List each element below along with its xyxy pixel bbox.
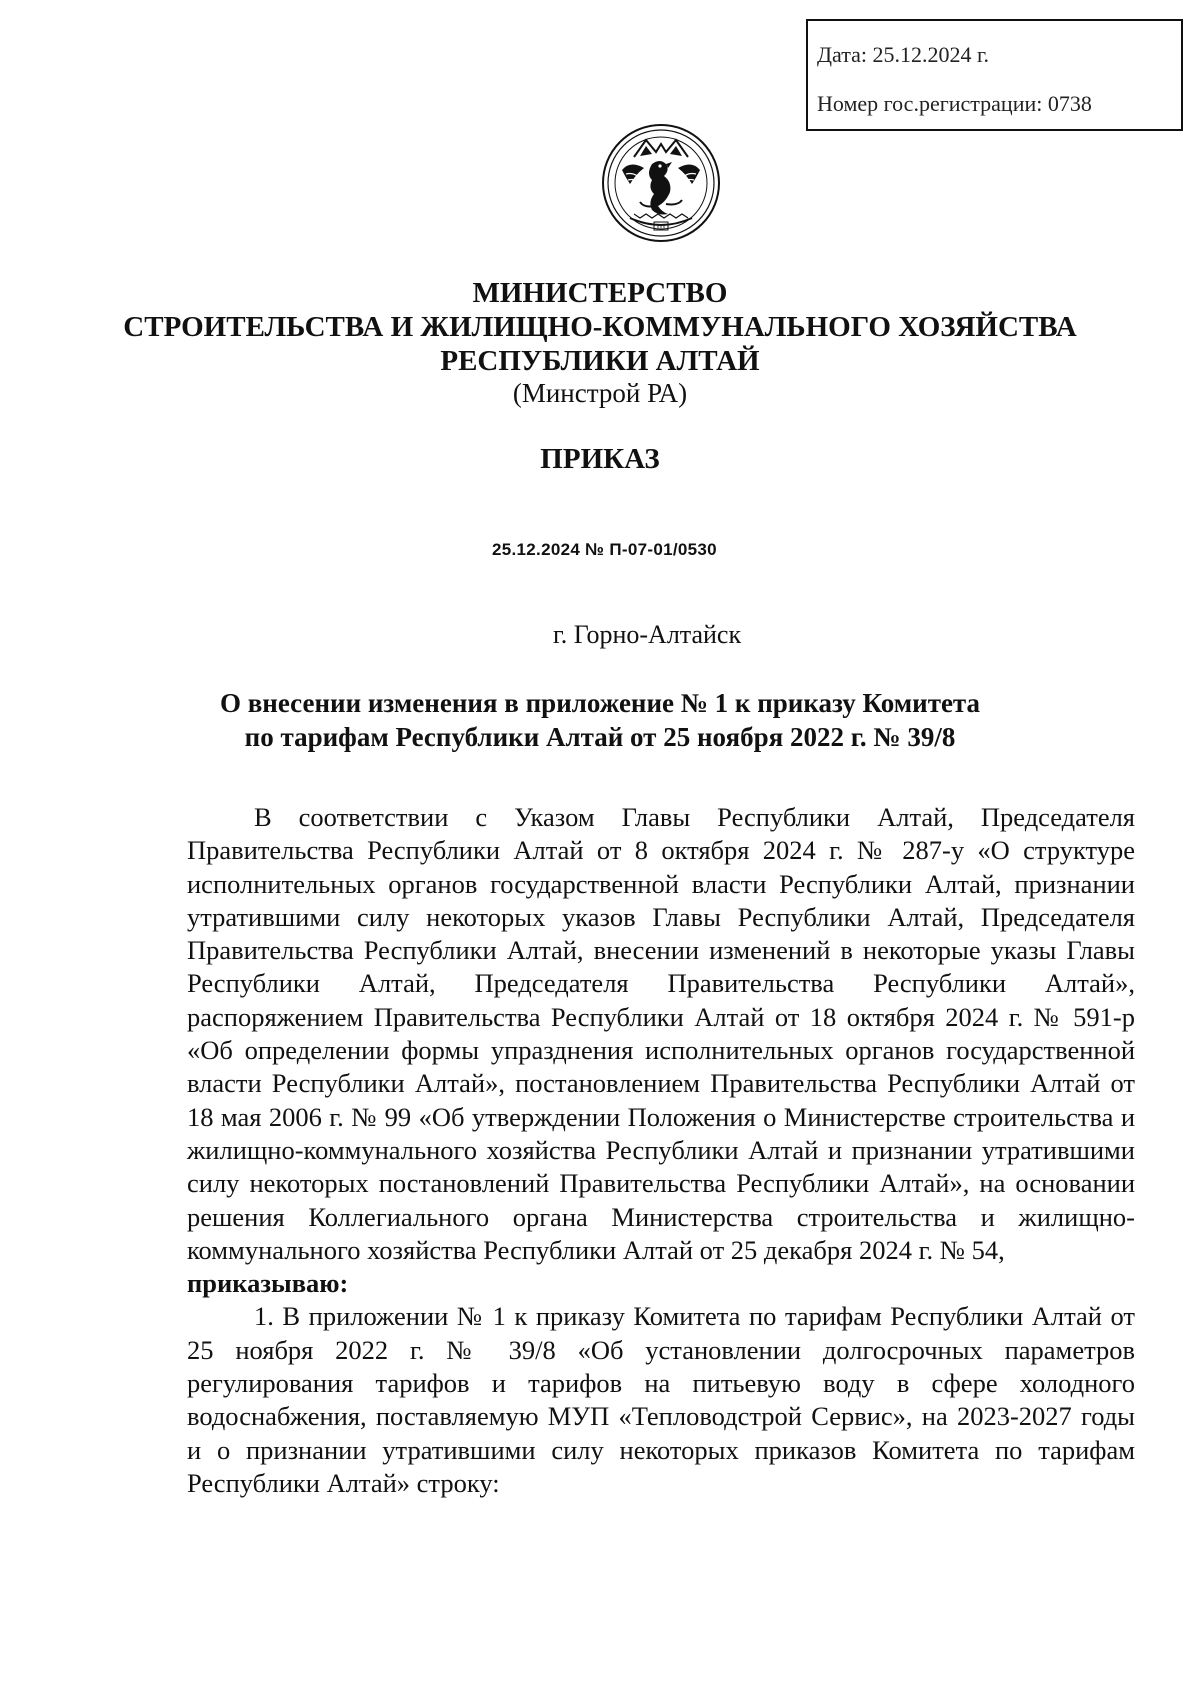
document-subject (0, 686, 1200, 754)
body-paragraph-item-1: 1. В приложении № 1 к приказу Комитета по тарифам Республики Алтай от 25 ноября 2022 г. № 39/8 «Об установлении долгосрочных параметров регулирования тарифов и тарифов на питьевую воду в сфере холодного водоснабжения, поставляемую МУП «Тепловодстрой Сервис», на 2023-2027 годы и о признании утратившими силу некоторых приказов Комитета по тарифам Республики Алтай» строку: (187, 1301, 1135, 1498)
ministry-short-name: (Минстрой РА) (512, 378, 688, 408)
registration-number (817, 91, 1092, 117)
registration-date-label: Дата: (817, 42, 867, 67)
document-city: г. Горно-Алтайск (553, 620, 742, 649)
registration-date (817, 42, 989, 68)
ministry-name (0, 276, 1200, 378)
document-subject-line-2: по тарифам Республики Алтай от 25 ноября 2022 г. № 39/8 (244, 722, 956, 752)
registration-stamp (806, 19, 1183, 131)
document-body (187, 801, 1135, 1500)
body-decree-word: приказываю: (187, 1268, 349, 1299)
registration-number-value: 0738 (1047, 91, 1092, 116)
altai-republic-emblem (600, 122, 722, 244)
body-paragraph-basis: В соответствии с Указом Главы Республики Алтай, Председателя Правительства Республики Алтай от 8 октября 2024 г. № 287-у «О структуре исполнительных органов государственной власти Республики Алтай, признании утратившими силу некоторых указов Главы Республики Алтай, Председателя Правительства Республики Алтай, внесении изменений в некоторые указы Главы Республики Алтай, Председателя Правительства Республики Алтай», распоряжением Правительства Республики Алтай от 18 октября 2024 г. № 591-р «Об определении формы упразднения исполнительных органов государственной власти Республики Алтай», постановлением Правительства Республики Алтай от 18 мая 2006 г. № 99 «Об утверждении Положения о Министерстве строительства и жилищно-коммунального хозяйства Республики Алтай и признании утратившими силу некоторых постановлений Правительства Республики Алтай», на основании решения Коллегиального органа Министерства строительства и жилищно-коммунального хозяйства Республики Алтай от 25 декабря 2024 г. № 54, (187, 802, 1135, 1265)
document-type: ПРИКАЗ (540, 443, 660, 475)
ministry-name-line-2: СТРОИТЕЛЬСТВА И ЖИЛИЩНО-КОММУНАЛЬНОГО ХОЗЯЙСТВА (123, 311, 1077, 343)
registration-date-value: 25.12.2024 г. (872, 42, 990, 67)
document-number: 25.12.2024 № П-07-01/0530 (492, 540, 717, 559)
ministry-name-line-1: МИНИСТЕРСТВО (472, 277, 728, 309)
registration-number-label: Номер гос.регистрации: (817, 91, 1043, 116)
document-subject-line-1: О внесении изменения в приложение № 1 к приказу Комитета (219, 688, 981, 718)
ministry-name-line-3: РЕСПУБЛИКИ АЛТАЙ (440, 345, 760, 377)
